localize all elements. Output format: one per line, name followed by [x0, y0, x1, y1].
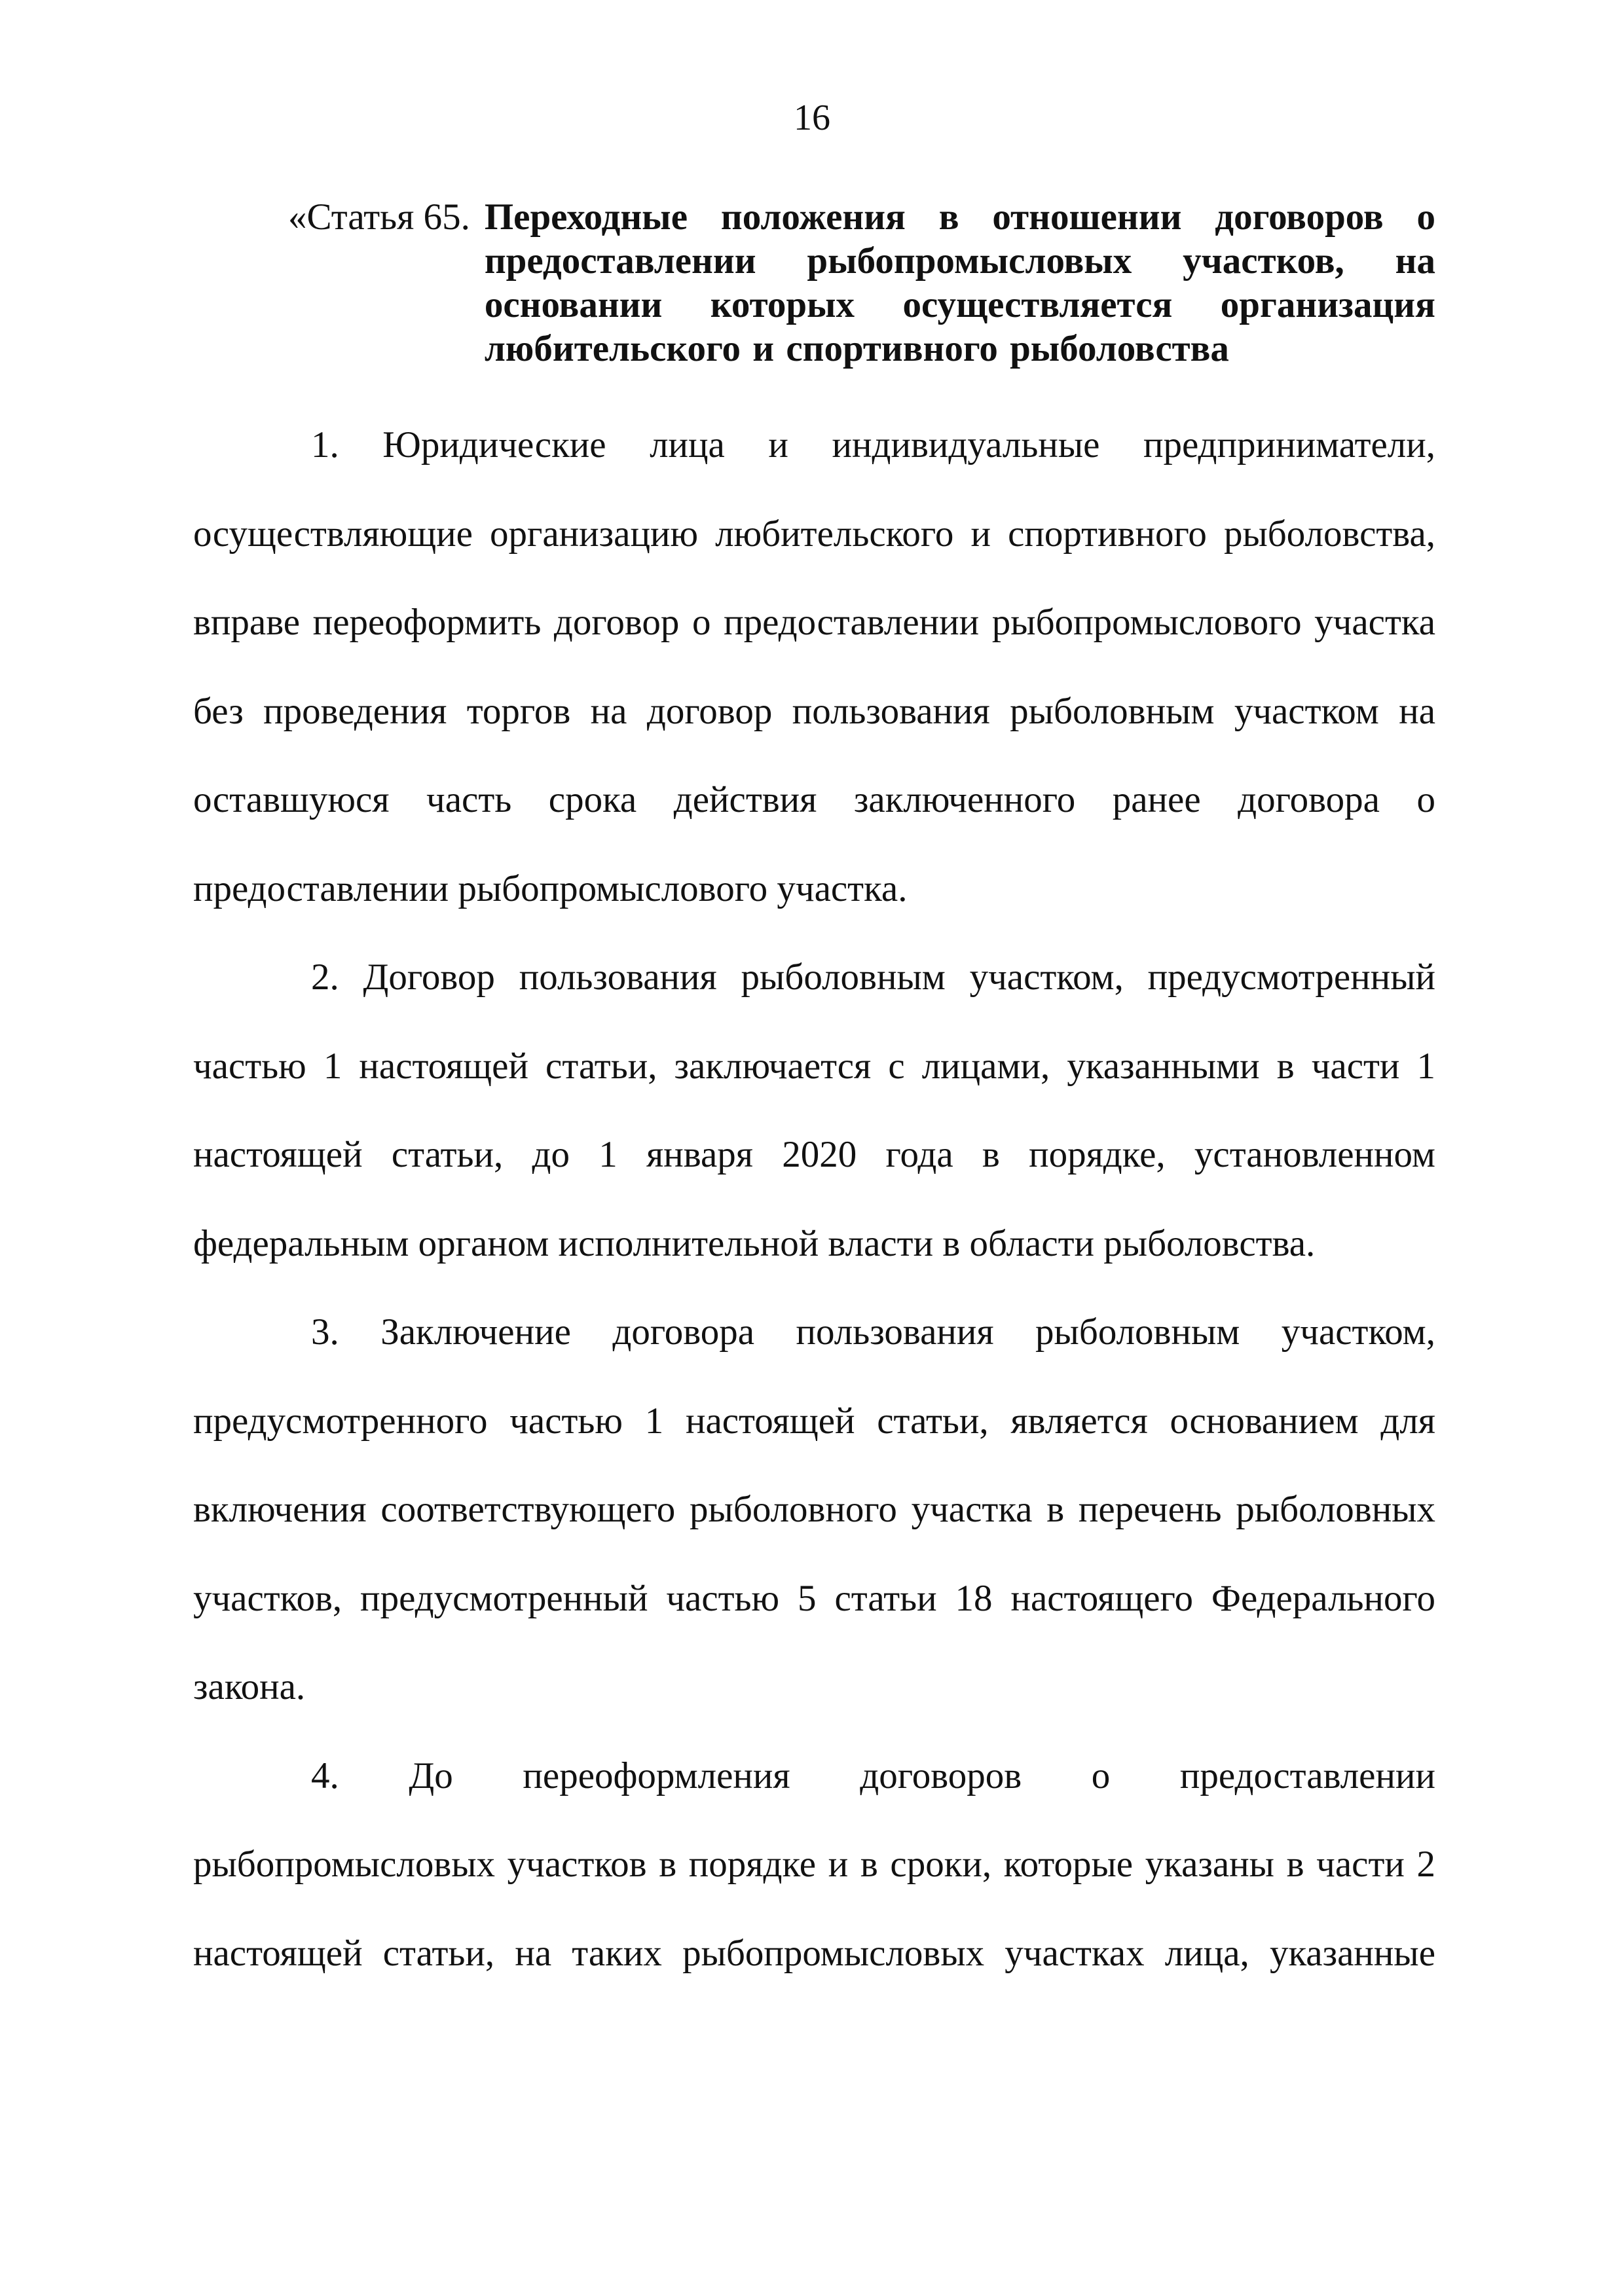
article-title-line: предоставлении рыбопромысловых участков, на [484, 240, 1435, 282]
article-title-line: основании которых осуществляется организация [484, 284, 1435, 325]
article-title-line: Переходные положения в отношении договоров о [484, 196, 1435, 238]
paragraph-1: 1. Юридические лица и индивидуальные предприниматели, осуществляющие организацию любительского и спортивного рыболовства, вправе переоформить договор о предоставлении рыбопромыслового участка без проведения торгов на договор пользования рыболовным участком на оставшуюся часть срока действия заключенного ранее договора о предоставлении рыбопромыслового участка. [193, 424, 1435, 909]
article-number: «Статья 65. [288, 196, 470, 238]
paragraph-3: 3. Заключение договора пользования рыболовным участком, предусмотренного частью 1 настоящей статьи, является основанием для включения соответствующего рыболовного участка в перечень рыболовных участков, предусмотренный частью 5 статьи 18 настоящего Федерального закона. [193, 1311, 1435, 1707]
paragraph-4: 4. До переоформления договоров о предоставлении рыбопромысловых участков в порядке и в сроки, которые указаны в части 2 настоящей статьи, на таких рыбопромысловых участках лица, указанные [193, 1755, 1435, 1974]
article-heading [288, 195, 1435, 371]
paragraph-2: 2. Договор пользования рыболовным участком, предусмотренный частью 1 настоящей статьи, заключается с лицами, указанными в части 1 настоящей статьи, до 1 января 2020 года в порядке, установленном федеральным органом исполнительной власти в области рыболовства. [193, 957, 1435, 1264]
article-title [485, 195, 1435, 371]
article-body [193, 401, 1435, 1997]
page-number: 16 [794, 98, 830, 138]
article-title-line: любительского и спортивного рыболовства [484, 328, 1229, 369]
